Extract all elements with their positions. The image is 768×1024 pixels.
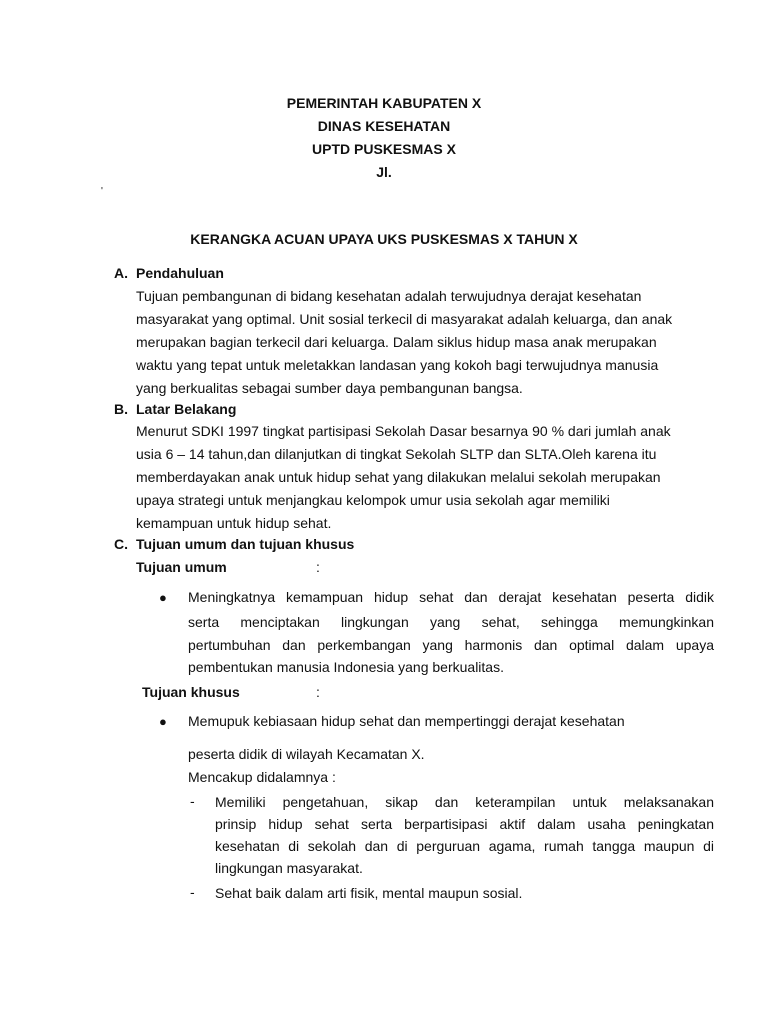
dash-marker: -: [190, 793, 195, 809]
tujuan-khusus-label: Tujuan khusus: [142, 684, 240, 700]
tujuan-umum-label: Tujuan umum: [136, 559, 227, 575]
paragraph-line: Menurut SDKI 1997 tingkat partisipasi Sekolah Dasar besarnya 90 % dari jumlah anak: [136, 423, 671, 439]
paragraph-line: merupakan bagian terkecil dari keluarga. Dalam siklus hidup masa anak merupakan: [136, 334, 657, 350]
header-line-1: PEMERINTAH KABUPATEN X: [286, 95, 482, 111]
dash-item-2: [215, 882, 714, 904]
dash-item-line: kesehatan di sekolah dan di perguruan agama, rumah tangga maupun di: [215, 838, 714, 854]
bullet-line: serta menciptakan lingkungan yang sehat, sehingga memungkinkan: [188, 614, 714, 630]
section-a-paragraph: [136, 285, 714, 400]
dash-item-line: lingkungan masyarakat.: [215, 860, 363, 876]
section-b-letter: B.: [114, 401, 128, 417]
section-b-paragraph: [136, 420, 714, 535]
paragraph-line: waktu yang tepat untuk meletakkan landasan yang kokoh bagi terwujudnya manusia: [136, 357, 659, 373]
section-a-heading: [114, 265, 224, 281]
section-a-title: Pendahuluan: [136, 265, 224, 281]
tujuan-umum-colon: :: [316, 559, 320, 575]
paragraph-line: upaya strategi untuk menjangkau kelompok umur usia sekolah agar memiliki: [136, 492, 610, 508]
bullet-line: pertumbuhan dan perkembangan yang harmonis dan optimal dalam upaya: [188, 637, 714, 653]
header-line-4: Jl.: [376, 164, 392, 180]
paragraph-line: masyarakat yang optimal. Unit sosial terkecil di masyarakat adalah keluarga, dan anak: [136, 311, 673, 327]
paragraph-line: memberdayakan anak untuk hidup sehat yang dilakukan melalui sekolah merupakan: [136, 469, 661, 485]
dash-marker: -: [190, 884, 195, 900]
paragraph-line: yang berkualitas sebagai sumber daya pembangunan bangsa.: [136, 380, 523, 396]
section-b-heading: [114, 401, 236, 417]
dash-item-line: Memiliki pengetahuan, sikap dan keterampilan untuk melaksanakan: [215, 794, 714, 810]
bullet-icon: ●: [159, 714, 167, 729]
bullet-line: pembentukan manusia Indonesia yang berkualitas.: [188, 659, 504, 675]
section-c-title: Tujuan umum dan tujuan khusus: [136, 536, 355, 552]
tujuan-khusus-line: peserta didik di wilayah Kecamatan X.: [188, 746, 425, 762]
stray-mark: ': [101, 186, 103, 197]
tujuan-khusus-colon: :: [316, 684, 320, 700]
header-line-3: UPTD PUSKESMAS X: [312, 141, 456, 157]
section-a-letter: A.: [114, 265, 128, 281]
dash-item-line: prinsip hidup sehat serta berpartisipasi aktif dalam usaha peningkatan: [215, 816, 714, 832]
tujuan-khusus-bullet-text: Memupuk kebiasaan hidup sehat dan mempertinggi derajat kesehatan: [188, 713, 625, 729]
section-c-heading: [114, 536, 354, 552]
header-line-2: DINAS KESEHATAN: [317, 118, 451, 134]
section-c-letter: C.: [114, 536, 128, 552]
paragraph-line: Tujuan pembangunan di bidang kesehatan adalah terwujudnya derajat kesehatan: [136, 288, 642, 304]
bullet-line: Meningkatnya kemampuan hidup sehat dan derajat kesehatan peserta didik: [188, 589, 714, 605]
paragraph-line: kemampuan untuk hidup sehat.: [136, 515, 332, 531]
document-title: KERANGKA ACUAN UPAYA UKS PUSKESMAS X TAHUN X: [190, 231, 578, 247]
bullet-icon: ●: [159, 590, 167, 605]
section-b-title: Latar Belakang: [136, 401, 237, 417]
paragraph-line: usia 6 – 14 tahun,dan dilanjutkan di tingkat Sekolah SLTP dan SLTA.Oleh karena itu: [136, 446, 657, 462]
dash-item-line: Sehat baik dalam arti fisik, mental maupun sosial.: [215, 885, 523, 901]
tujuan-khusus-intro: Mencakup didalamnya :: [188, 769, 336, 785]
tujuan-umum-bullet-text: [188, 589, 714, 675]
dash-item-1: [215, 791, 714, 879]
